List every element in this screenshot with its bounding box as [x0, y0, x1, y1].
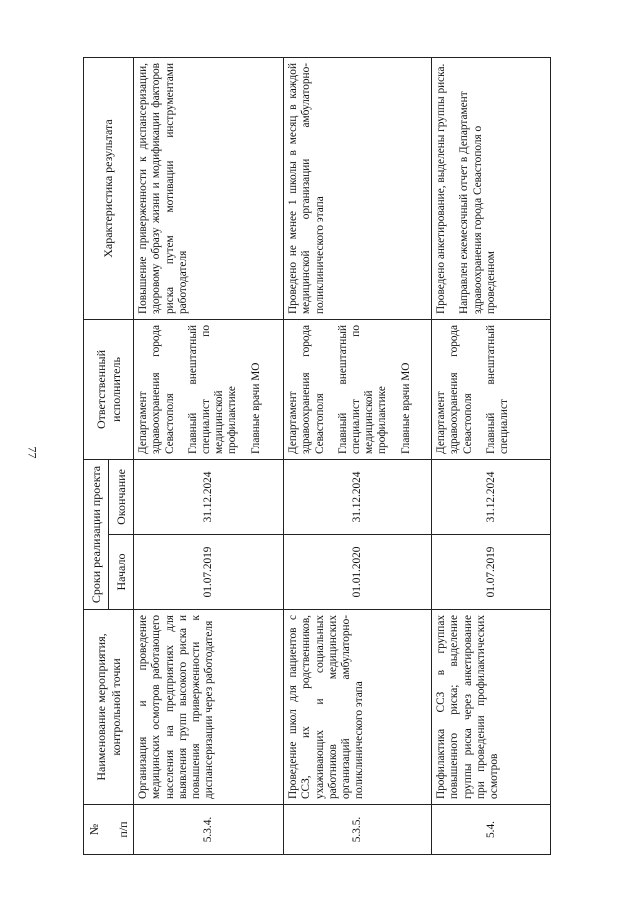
- row-executor: [284, 320, 432, 460]
- executor-line: Главный внештатный специалист: [484, 325, 510, 454]
- row-end-date: 31.12.2024: [432, 460, 551, 535]
- row-result: [432, 58, 551, 320]
- executor-line: Главный внештатный специалист по медицинской профилактике: [186, 325, 239, 454]
- executor-line: Главные врачи МО: [249, 362, 262, 454]
- executor-line: Главные врачи МО: [399, 362, 412, 454]
- row-name: Профилактика ССЗ в группах повышенного риска; выделение группы риска через анкетирование при проведении профилактических осмотров: [432, 610, 551, 805]
- row-end-date: 31.12.2024: [134, 460, 284, 535]
- row-number: 5.3.5.: [284, 805, 432, 855]
- result-line: Повышение приверженности к диспансеризации, здоровому образу жизни и модификации факторов риска путем мотивации инструментами работодателя: [137, 63, 189, 314]
- header-number: № п/п: [84, 805, 134, 855]
- row-start-date: 01.07.2019: [134, 535, 284, 610]
- result-line: Проведено не менее 1 школы в месяц в каждой медицинской организации амбулаторно-поликлинического этапа: [287, 63, 326, 314]
- page-number: 77: [25, 446, 40, 458]
- rotated-table-wrapper: [83, 58, 548, 855]
- result-line: Проведено анкетирование, выделены группы риска.: [435, 63, 448, 314]
- row-result: [284, 58, 432, 320]
- row-start-date: 01.01.2020: [284, 535, 432, 610]
- executor-line: Департамент здравоохранения города Севастополя: [287, 325, 326, 454]
- table-row: [284, 58, 432, 855]
- measures-table: [83, 57, 551, 855]
- row-name: Проведение школ для пациентов с ССЗ, их родственников, ухаживающих и социальных работников медицинских организаций амбулаторно-поликлинического этапа: [284, 610, 432, 805]
- header-end: Окончание: [109, 460, 134, 535]
- table-row: [134, 58, 284, 855]
- header-row: [84, 58, 109, 855]
- row-start-date: 01.07.2019: [432, 535, 551, 610]
- result-line: Направлен ежемесячный отчет в Департамент здравоохранения города Севастополя о проведенном: [458, 91, 497, 314]
- row-end-date: 31.12.2024: [284, 460, 432, 535]
- header-terms: Сроки реализации проекта: [84, 460, 109, 610]
- header-result: Характеристика результата: [84, 58, 134, 320]
- header-start: Начало: [109, 535, 134, 610]
- row-executor: [432, 320, 551, 460]
- executor-line: Департамент здравоохранения города Севастополя: [137, 325, 176, 454]
- executor-line: Департамент здравоохранения города Севастополя: [435, 325, 474, 454]
- row-number: 5.4.: [432, 805, 551, 855]
- header-executor: Ответственный исполнитель: [84, 320, 134, 460]
- executor-line: Главный внештатный специалист по медицинской профилактике: [336, 325, 389, 454]
- table-row: [432, 58, 551, 855]
- row-result: [134, 58, 284, 320]
- row-name: Организация и проведение медицинских осмотров работающего населения на предприятиях для выявления групп высокого риска и повышения приверженности к диспансеризации через работодателя: [134, 610, 284, 805]
- row-number: 5.3.4.: [134, 805, 284, 855]
- row-executor: [134, 320, 284, 460]
- header-name: Наименование мероприятия, контрольной точки: [84, 610, 134, 805]
